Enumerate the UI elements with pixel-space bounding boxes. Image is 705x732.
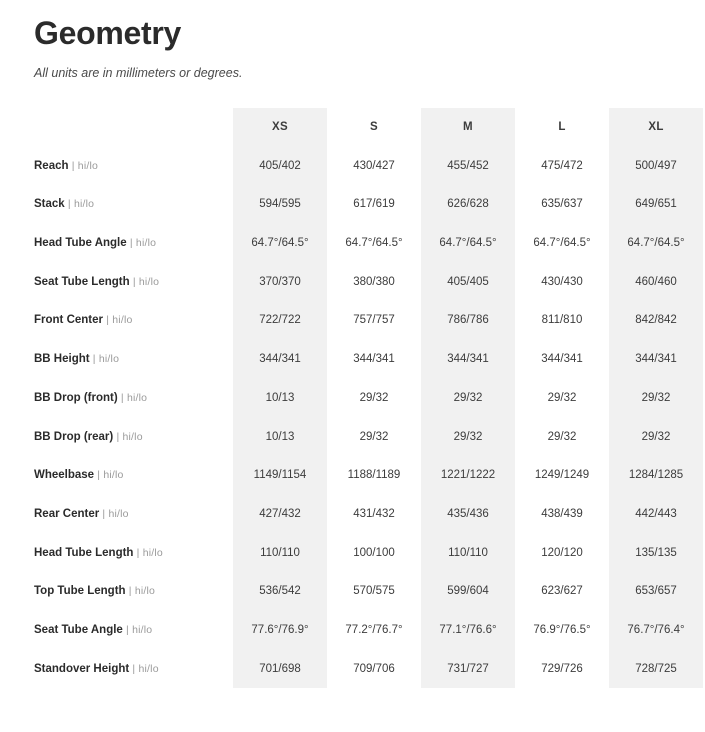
row-label-note: | hi/lo [97,469,124,482]
cell: 1284/1285 [609,456,703,495]
cell: 77.1°/76.6° [421,611,515,650]
row-label-stack [34,185,233,224]
geometry-table [34,108,703,688]
cell: 722/722 [233,301,327,340]
cell: 120/120 [515,533,609,572]
cell: 29/32 [327,417,421,456]
cell: 64.7°/64.5° [609,224,703,263]
row-label-text: Standover Height [34,662,130,675]
cell: 64.7°/64.5° [421,224,515,263]
row-label-head-tube-length [34,533,233,572]
row-label-bb-drop-rear [34,417,233,456]
cell: 757/757 [327,301,421,340]
cell: 380/380 [327,262,421,301]
cell: 100/100 [327,533,421,572]
cell: 430/427 [327,146,421,185]
row-label-text: Head Tube Angle [34,237,127,250]
cell: 29/32 [327,379,421,418]
row-label-bb-height [34,340,233,379]
cell: 570/575 [327,572,421,611]
row-label-text: BB Drop (front) [34,391,118,404]
cell: 77.2°/76.7° [327,611,421,650]
table-row [34,185,703,224]
row-label-note: | hi/lo [106,314,133,327]
cell: 728/725 [609,649,703,688]
column-header-m: M [421,108,515,146]
cell: 811/810 [515,301,609,340]
table-row [34,379,703,418]
cell: 135/135 [609,533,703,572]
cell: 442/443 [609,495,703,534]
table-row [34,262,703,301]
units-note: All units are in millimeters or degrees. [34,66,243,81]
cell: 29/32 [515,379,609,418]
cell: 649/651 [609,185,703,224]
column-header-xl: XL [609,108,703,146]
cell: 701/698 [233,649,327,688]
cell: 29/32 [609,417,703,456]
cell: 76.7°/76.4° [609,611,703,650]
row-label-text: Wheelbase [34,469,95,482]
cell: 731/727 [421,649,515,688]
row-label-text: Front Center [34,314,103,327]
cell: 405/402 [233,146,327,185]
cell: 842/842 [609,301,703,340]
row-label-note: | hi/lo [67,198,95,211]
row-label-reach [34,146,233,185]
cell: 344/341 [421,340,515,379]
table-row [34,533,703,572]
row-label-text: BB Drop (rear) [34,430,114,443]
row-label-note: | hi/lo [132,662,159,675]
row-label-note: | hi/lo [128,585,156,598]
row-label-note: | hi/lo [102,507,129,520]
row-label-note: | hi/lo [71,159,99,172]
column-header-s: S [327,108,421,146]
cell: 344/341 [609,340,703,379]
cell: 405/405 [421,262,515,301]
cell: 1221/1222 [421,456,515,495]
cell: 594/595 [233,185,327,224]
table-row [34,495,703,534]
row-label-front-center [34,301,233,340]
cell: 435/436 [421,495,515,534]
row-label-note: | hi/lo [116,430,143,443]
cell: 29/32 [421,379,515,418]
cell: 1188/1189 [327,456,421,495]
column-header-l: L [515,108,609,146]
cell: 10/13 [233,379,327,418]
table-row [34,301,703,340]
row-label-note: | hi/lo [92,353,120,366]
cell: 370/370 [233,262,327,301]
cell: 64.7°/64.5° [327,224,421,263]
table-row [34,572,703,611]
column-header-xs: XS [233,108,327,146]
cell: 460/460 [609,262,703,301]
cell: 438/439 [515,495,609,534]
table-row [34,456,703,495]
cell: 64.7°/64.5° [233,224,327,263]
cell: 29/32 [421,417,515,456]
cell: 77.6°/76.9° [233,611,327,650]
row-label-note: | hi/lo [120,391,148,404]
cell: 786/786 [421,301,515,340]
cell: 427/432 [233,495,327,534]
cell: 29/32 [609,379,703,418]
cell: 623/627 [515,572,609,611]
row-label-text: Head Tube Length [34,546,134,559]
table-header [34,108,703,146]
row-label-text: Rear Center [34,507,100,520]
row-label-note: | hi/lo [129,237,157,250]
cell: 10/13 [233,417,327,456]
cell: 344/341 [233,340,327,379]
cell: 536/542 [233,572,327,611]
geometry-page [0,14,705,732]
table-row [34,224,703,263]
row-label-top-tube-length [34,572,233,611]
table-row [34,417,703,456]
row-label-text: BB Height [34,353,90,366]
cell: 709/706 [327,649,421,688]
row-label-seat-tube-length [34,262,233,301]
cell: 344/341 [515,340,609,379]
page-title: Geometry [34,15,181,51]
cell: 110/110 [421,533,515,572]
row-label-wheelbase [34,456,233,495]
table-row [34,340,703,379]
row-label-standover-height [34,649,233,688]
cell: 1249/1249 [515,456,609,495]
cell: 1149/1154 [233,456,327,495]
cell: 29/32 [515,417,609,456]
table-header-row [34,108,703,146]
row-label-note: | hi/lo [126,623,153,636]
row-label-bb-drop-front [34,379,233,418]
row-label-head-tube-angle [34,224,233,263]
row-label-note: | hi/lo [136,546,163,559]
row-label-text: Top Tube Length [34,585,126,598]
table-body [34,146,703,688]
cell: 344/341 [327,340,421,379]
cell: 64.7°/64.5° [515,224,609,263]
cell: 500/497 [609,146,703,185]
cell: 431/432 [327,495,421,534]
row-label-text: Seat Tube Length [34,275,130,288]
cell: 617/619 [327,185,421,224]
cell: 635/637 [515,185,609,224]
cell: 110/110 [233,533,327,572]
row-label-text: Reach [34,159,69,172]
header-spacer [34,108,233,146]
cell: 76.9°/76.5° [515,611,609,650]
cell: 455/452 [421,146,515,185]
row-label-seat-tube-angle [34,611,233,650]
cell: 653/657 [609,572,703,611]
table-row [34,649,703,688]
cell: 599/604 [421,572,515,611]
cell: 626/628 [421,185,515,224]
row-label-text: Seat Tube Angle [34,623,123,636]
table-row [34,146,703,185]
cell: 729/726 [515,649,609,688]
row-label-text: Stack [34,198,65,211]
cell: 430/430 [515,262,609,301]
table-row [34,611,703,650]
cell: 475/472 [515,146,609,185]
row-label-note: | hi/lo [132,275,160,288]
row-label-rear-center [34,495,233,534]
